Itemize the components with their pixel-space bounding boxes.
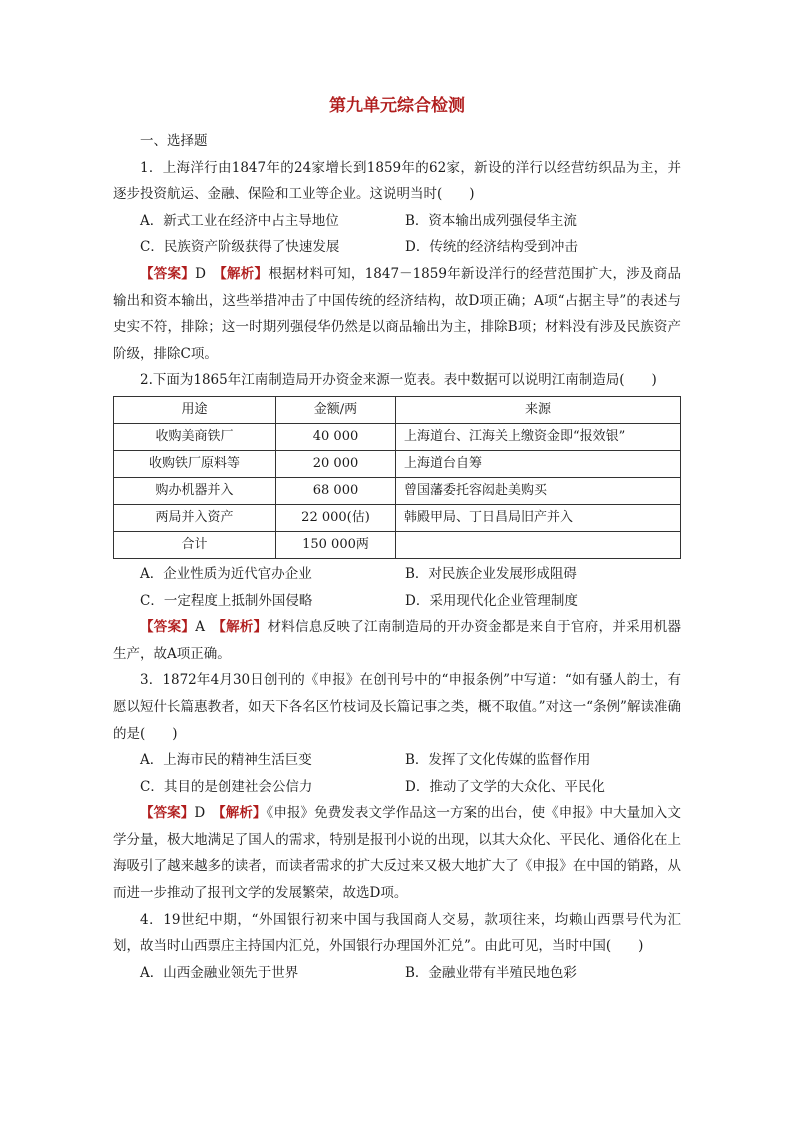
question-2-option-c: C．一定程度上抵制外国侵略 (140, 592, 313, 609)
analysis-text: 材料信息反映了江南制造局的开办资金都是来自于官府，并采用机器生产，故A项正确。 (113, 619, 682, 662)
analysis-tag: 【解析】 (219, 265, 269, 282)
answer-letter: D (194, 805, 206, 822)
analysis-tag: 【解析】 (218, 805, 267, 822)
table-cell: 收购美商铁厂 (114, 423, 276, 450)
table-cell: 68 000 (276, 477, 396, 504)
answer-tag: 【答案】 (140, 619, 196, 636)
table-row (114, 504, 681, 531)
table-header-cell: 用途 (114, 396, 276, 423)
question-1-stem: 1．上海洋行由1847年的24家增长到1859年的62家，新设的洋行以经营纺织品为主，并逐步投资航运、金融、保险和工业等企业。这说明当时( ) (113, 159, 681, 203)
table-cell: 曾国藩委托容闳赴美购买 (396, 477, 681, 504)
table-cell: 20 000 (276, 450, 396, 477)
question-4-option-b: B．金融业带有半殖民地色彩 (405, 964, 577, 981)
question-1-options-row-2 (113, 234, 681, 261)
table-cell: 韩殿甲局、丁日昌局旧产并入 (396, 504, 681, 531)
table-cell: 上海道台、江海关上缴资金即“报效银” (396, 423, 681, 450)
analysis-text: 《申报》免费发表文学作品这一方案的出台，使《申报》中大量加入文学分量，极大地满足了国人的需求，特别是报刊小说的出现，以其大众化、平民化、通俗化在上海吸引了越来越多的读者，而读者需求的扩大反过来又极大地扩大了《申报》在中国的销路，从而进一步推动了报刊文学的发展繁荣，故选D项。 (113, 805, 682, 902)
question-1-option-d: D．传统的经济结构受到冲击 (405, 239, 578, 256)
question-3-options-row-2 (113, 774, 681, 801)
analysis-text: 根据材料可知，1847－1859年新设洋行的经营范围扩大，涉及商品输出和资本输出，这些举措冲击了中国传统的经济结构，故D项正确；A项“占据主导”的表述与史实不符，排除；这一时期列强侵华仍然是以商品输出为主，排除B项；材料没有涉及民族资产阶级，排除C项。 (113, 265, 682, 362)
question-1-option-c: C．民族资产阶级获得了快速发展 (140, 239, 340, 256)
question-3-option-c: C．其目的是创建社会公信力 (140, 778, 313, 795)
page-title: 第九单元综合检测 (329, 96, 465, 116)
document-content (113, 92, 681, 986)
section-heading: 一、选择题 (140, 133, 208, 149)
table-cell: 合计 (114, 531, 276, 558)
table-cell: 上海道台自筹 (396, 450, 681, 477)
question-2-options-row-2 (113, 588, 681, 615)
question-2-answer (113, 614, 681, 667)
question-3-option-d: D．推动了文学的大众化、平民化 (405, 778, 605, 795)
question-2-options-row-1 (113, 561, 681, 588)
question-3-stem: 3．1872年4月30日创刊的《申报》在创刊号中的“申报条例”中写道：“如有骚人韵士，有愿以短什长篇惠教者，如天下各名区竹枝词及长篇记事之类，概不取值。”对这一“条例”解读准确的是( ) (113, 672, 681, 742)
funding-table (113, 396, 681, 559)
question-1-options-row-1 (113, 208, 681, 235)
answer-letter: A (195, 619, 205, 636)
table-cell (396, 531, 681, 558)
table-header-row (114, 396, 681, 423)
table-cell: 收购铁厂原料等 (114, 450, 276, 477)
table-row (114, 423, 681, 450)
table-cell: 22 000(估) (276, 504, 396, 531)
question-4-option-a: A．山西金融业领先于世界 (140, 964, 299, 981)
question-3-option-b: B．发挥了文化传媒的监督作用 (405, 752, 591, 769)
table-header-cell: 来源 (396, 396, 681, 423)
question-2-stem: 2.下面为1865年江南制造局开办资金来源一览表。表中数据可以说明江南制造局( ) (140, 372, 657, 389)
table-row (114, 450, 681, 477)
question-1-option-b: B．资本输出成列强侵华主流 (405, 212, 577, 229)
question-4-stem: 4．19世纪中期，“外国银行初来中国与我国商人交易，款项往来，均赖山西票号代为汇划，故当时山西票庄主持国内汇兑，外国银行办理国外汇兑”。由此可见，当时中国( ) (113, 911, 681, 955)
question-3-option-a: A．上海市民的精神生活巨变 (140, 752, 312, 769)
table-row-total (114, 531, 681, 558)
question-3-options-row-1 (113, 747, 681, 774)
table-cell: 两局并入资产 (114, 504, 276, 531)
answer-tag: 【答案】 (140, 805, 195, 822)
question-2-option-b: B．对民族企业发展形成阻碍 (405, 565, 577, 582)
answer-letter: D (195, 265, 206, 282)
question-1-option-a: A．新式工业在经济中占主导地位 (140, 212, 339, 229)
question-1-answer (113, 261, 681, 367)
table-cell: 购办机器并入 (114, 477, 276, 504)
question-2-option-d: D．采用现代化企业管理制度 (405, 592, 578, 609)
question-2-option-a: A．企业性质为近代官办企业 (140, 565, 312, 582)
table-cell: 150 000两 (276, 531, 396, 558)
table-row (114, 477, 681, 504)
table-cell: 40 000 (276, 423, 396, 450)
question-4-options-row-1 (113, 960, 681, 987)
analysis-tag: 【解析】 (219, 619, 268, 636)
answer-tag: 【答案】 (140, 265, 196, 282)
table-header-cell: 金额/两 (276, 396, 396, 423)
question-3-answer (113, 800, 681, 906)
